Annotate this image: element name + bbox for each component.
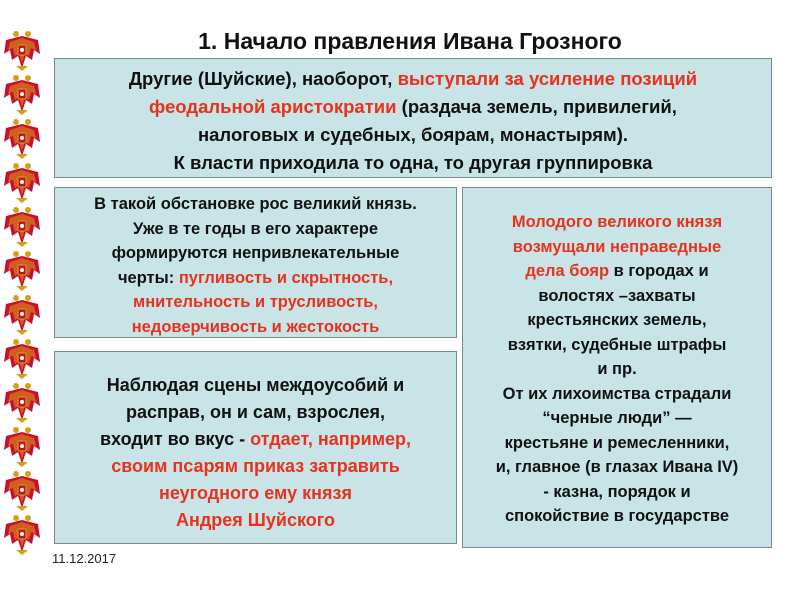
box1-line: К власти приходила то одна, то другая группировка (173, 152, 653, 173)
coat-of-arms-icon (2, 514, 42, 556)
coat-of-arms-icon (2, 338, 42, 380)
box2-line: недоверчивость и жестокость (131, 317, 380, 336)
box2-line: В такой обстановке рос великий князь. (94, 195, 417, 213)
box3-line: расправ, он и сам, взрослея, (126, 402, 385, 422)
box1-line: Другие (Шуйские), наоборот, выступали за усиление позиций (128, 68, 698, 89)
box2-line: черты: пугливость и скрытность, (117, 268, 394, 287)
box1-line: феодальной аристократии (раздача земель, привилегий, (149, 96, 677, 117)
coat-of-arms-icon (2, 426, 42, 468)
box4-line: возмущали неправедные (512, 237, 722, 256)
box4-line: дела бояр в городах и (525, 262, 709, 280)
boyars-deeds-box (462, 187, 772, 548)
box4-line: “черные люди” — (542, 409, 692, 427)
coat-of-arms-icon (2, 470, 42, 512)
box4-line: - казна, порядок и (543, 482, 691, 501)
box4-line: От их лихоимства страдали (502, 384, 732, 403)
box3-line: Наблюдая сцены междоусобий и (106, 375, 405, 395)
box1-line: налоговых и судебных, боярам, монастырям). (197, 124, 629, 145)
box4-line: крестьянских земель, (527, 311, 707, 329)
character-box (54, 187, 457, 338)
box3-line: входит во вкус - отдает, например, (99, 429, 412, 449)
box4-line: крестьяне и ремесленники, (504, 433, 730, 452)
box3-line: неугодного ему князя (159, 483, 352, 503)
slide-date: 11.12.2017 (52, 551, 117, 566)
coat-of-arms-icon (2, 118, 42, 160)
coat-of-arms-icon (2, 30, 42, 72)
slide-title: 1. Начало правления Ивана Грозного (198, 28, 622, 54)
box4-line: и пр. (597, 360, 637, 378)
box4-line: и, главное (в глазах Ивана IV) (495, 458, 739, 476)
box4-line: волостях –захваты (538, 286, 696, 305)
feuds-box (54, 351, 457, 544)
box2-line: Уже в те годы в его характере (132, 219, 379, 238)
coat-of-arms-icon (2, 250, 42, 292)
box4-line: Молодого великого князя (511, 213, 723, 231)
box4-line: спокойствие в государстве (504, 507, 730, 525)
box2-line: формируются непривлекательные (111, 244, 400, 262)
box3-line: своим псарям приказ затравить (111, 456, 400, 476)
coat-of-arms-icon (2, 294, 42, 336)
coat-of-arms-icon (2, 382, 42, 424)
coat-of-arms-icon (2, 206, 42, 248)
aristocracy-box (54, 58, 772, 178)
box3-line: Андрея Шуйского (175, 510, 335, 530)
box2-line: мнительность и трусливость, (132, 293, 379, 311)
coat-of-arms-icon (2, 74, 42, 116)
coat-of-arms-icon (2, 162, 42, 204)
box4-line: взятки, судебные штрафы (507, 335, 727, 354)
